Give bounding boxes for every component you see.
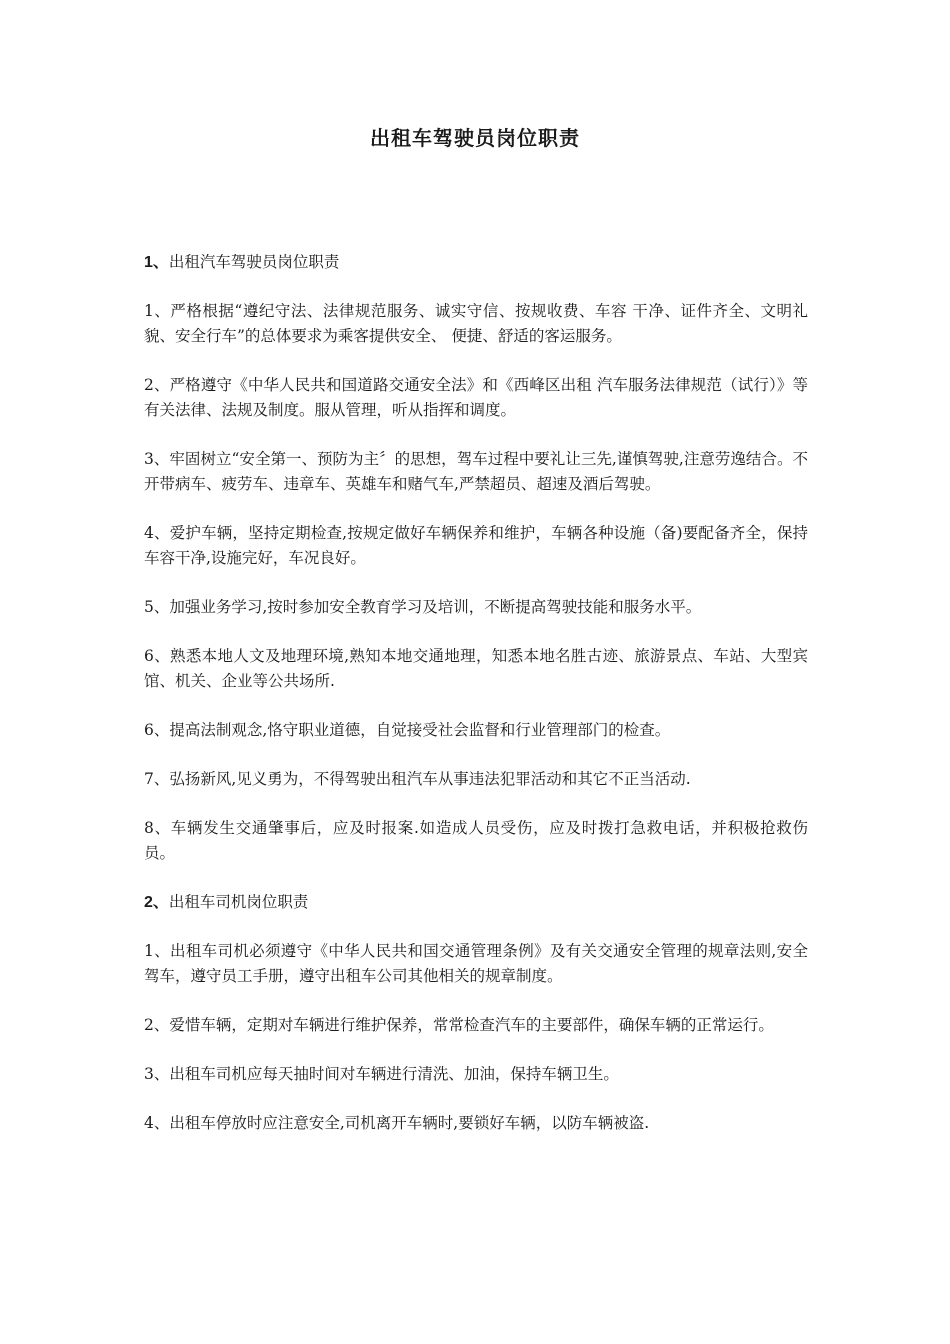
document-title: 出租车驾驶员岗位职责 [370,126,580,150]
section-heading [144,250,808,275]
paragraph: 5、加强业务学习,按时参加安全教育学习及培训，不断提高驾驶技能和服务水平。 [144,598,702,616]
paragraph: 2、严格遵守《中华人民共和国道路交通安全法》和《西峰区出租 汽车服务法律规范（试行）》等有关法律、法规及制度。服从管理，听从指挥和调度。 [144,376,808,419]
paragraph: 6、熟悉本地人文及地理环境,熟知本地交通地理，知悉本地名胜古迹、旅游景点、车站、大型宾馆、机关、企业等公共场所. [144,647,808,690]
section-heading [144,890,808,915]
paragraph: 3、牢固树立“安全第一、预防为主〞的思想，驾车过程中要礼让三先,谨慎驾驶,注意劳逸结合。不开带病车、疲劳车、违章车、英雄车和赌气车,严禁超员、超速及酒后驾驶。 [144,450,808,493]
paragraph: 4、出租车停放时应注意安全,司机离开车辆时,要锁好车辆，以防车辆被盗. [144,1114,650,1132]
section-number: 1、 [144,254,169,271]
document-body [144,250,808,1160]
section-heading-text: 出租汽车驾驶员岗位职责 [168,253,340,271]
paragraph: 4、爱护车辆，坚持定期检查,按规定做好车辆保养和维护，车辆各种设施（备)要配备齐全，保持车容干净,设施完好，车况良好。 [144,524,808,567]
section-number: 2、 [144,894,169,911]
paragraph: 2、爱惜车辆，定期对车辆进行维护保养，常常检查汽车的主要部件，确保车辆的正常运行。 [144,1016,774,1034]
paragraph: 6、提高法制观念,恪守职业道德，自觉接受社会监督和行业管理部门的检查。 [144,721,671,739]
paragraph: 1、出租车司机必须遵守《中华人民共和国交通管理条例》及有关交通安全管理的规章法则,安全驾车，遵守员工手册，遵守出租车公司其他相关的规章制度。 [144,942,808,985]
section-1 [144,250,808,866]
paragraph: 1、严格根据“遵纪守法、法律规范服务、诚实守信、按规收费、车容 干净、证件齐全、文明礼貌、安全行车”的总体要求为乘客提供安全、 便捷、舒适的客运服务。 [144,302,808,345]
paragraph: 7、弘扬新风,见义勇为，不得驾驶出租汽车从事违法犯罪活动和其它不正当活动. [144,770,691,788]
section-heading-text: 出租车司机岗位职责 [168,893,309,911]
paragraph: 8、车辆发生交通肇事后，应及时报案.如造成人员受伤，应及时拨打急救电话，并积极抢救伤员。 [144,819,808,862]
paragraph: 3、出租车司机应每天抽时间对车辆进行清洗、加油，保持车辆卫生。 [144,1065,619,1083]
section-2 [144,890,808,1136]
